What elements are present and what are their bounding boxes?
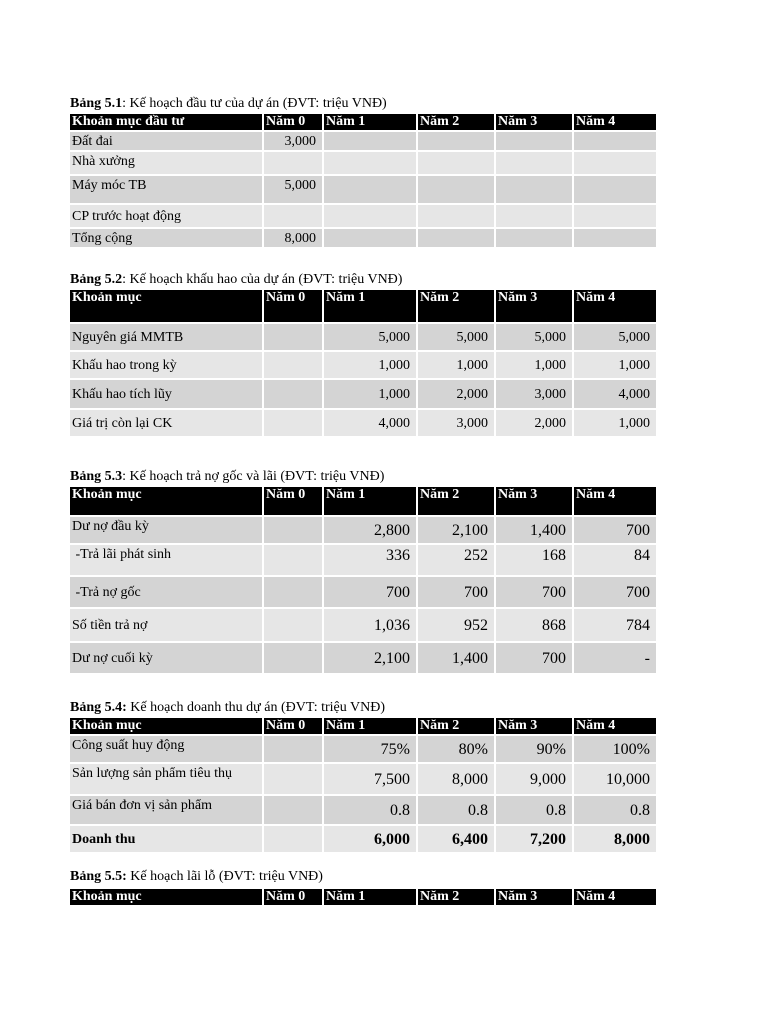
header-cell: Năm 3 bbox=[496, 114, 574, 132]
table-row bbox=[70, 545, 656, 577]
caption-number: Bảng 5.1 bbox=[70, 96, 123, 111]
table-cell: Khấu hao trong kỳ bbox=[70, 352, 264, 380]
header-cell: Năm 3 bbox=[496, 487, 574, 517]
header-cell: Năm 0 bbox=[264, 487, 324, 517]
caption-text: Kế hoạch lãi lỗ (ĐVT: triệu VNĐ) bbox=[126, 869, 323, 884]
table-cell: Dư nợ cuối kỳ bbox=[70, 643, 264, 675]
table-cell bbox=[496, 229, 574, 249]
table-row bbox=[70, 764, 656, 796]
table-cell bbox=[324, 176, 418, 205]
table-cell: - bbox=[574, 643, 656, 675]
caption-number: Bảng 5.3 bbox=[70, 469, 123, 484]
table-cell bbox=[264, 205, 324, 229]
table-header-row bbox=[70, 487, 656, 517]
table-row bbox=[70, 517, 656, 545]
table-cell: 10,000 bbox=[574, 764, 656, 796]
caption-number: Bảng 5.5: bbox=[70, 869, 127, 884]
table-cell: 75% bbox=[324, 736, 418, 764]
header-cell: Năm 2 bbox=[418, 889, 496, 907]
header-cell: Năm 3 bbox=[496, 290, 574, 324]
table-cell bbox=[324, 132, 418, 152]
header-cell: Năm 4 bbox=[574, 114, 656, 132]
table-cell: 1,400 bbox=[496, 517, 574, 545]
table-cell: 7,200 bbox=[496, 826, 574, 854]
header-cell: Năm 2 bbox=[418, 487, 496, 517]
table-cell: 868 bbox=[496, 609, 574, 643]
table-cell: Tổng cộng bbox=[70, 229, 264, 249]
table-cell bbox=[496, 205, 574, 229]
table-cell: 5,000 bbox=[324, 324, 418, 352]
table-cell bbox=[418, 229, 496, 249]
table-5-5 bbox=[70, 869, 656, 907]
table-cell bbox=[418, 205, 496, 229]
table-cell bbox=[264, 545, 324, 577]
table-caption bbox=[70, 96, 656, 112]
table-cell bbox=[496, 152, 574, 176]
table-cell: Số tiền trả nợ bbox=[70, 609, 264, 643]
header-cell: Khoản mục bbox=[70, 889, 264, 907]
table-cell: 8,000 bbox=[264, 229, 324, 249]
table-cell: 700 bbox=[574, 577, 656, 609]
table-cell bbox=[324, 152, 418, 176]
table-cell: 4,000 bbox=[574, 380, 656, 410]
table-cell: 1,400 bbox=[418, 643, 496, 675]
table-cell: 1,036 bbox=[324, 609, 418, 643]
caption-text: : Kế hoạch trả nợ gốc và lãi (ĐVT: triệu VNĐ) bbox=[122, 469, 385, 484]
table-cell bbox=[574, 229, 656, 249]
table-header-row bbox=[70, 718, 656, 736]
table-cell bbox=[574, 176, 656, 205]
table-cell: 1,000 bbox=[496, 352, 574, 380]
header-cell: Năm 3 bbox=[496, 889, 574, 907]
table-cell: 100% bbox=[574, 736, 656, 764]
header-cell: Khoản mục đầu tư bbox=[70, 114, 264, 132]
table-header-row bbox=[70, 889, 656, 907]
table-cell: 5,000 bbox=[264, 176, 324, 205]
table-cell: 2,000 bbox=[418, 380, 496, 410]
caption-text: : Kế hoạch khấu hao của dự án (ĐVT: triệu VNĐ) bbox=[122, 272, 403, 287]
table-cell bbox=[264, 736, 324, 764]
table-row bbox=[70, 736, 656, 764]
table-cell: 3,000 bbox=[418, 410, 496, 438]
table-cell: 952 bbox=[418, 609, 496, 643]
table-cell: 0.8 bbox=[496, 796, 574, 826]
table-cell: Dư nợ đầu kỳ bbox=[70, 517, 264, 545]
header-cell: Năm 4 bbox=[574, 487, 656, 517]
table-caption bbox=[70, 869, 656, 885]
table-cell bbox=[264, 577, 324, 609]
table-row bbox=[70, 352, 656, 380]
header-cell: Năm 1 bbox=[324, 718, 418, 736]
table-cell: 700 bbox=[496, 577, 574, 609]
table-cell: 168 bbox=[496, 545, 574, 577]
header-cell: Năm 1 bbox=[324, 889, 418, 907]
table-row bbox=[70, 176, 656, 205]
table-caption bbox=[70, 272, 656, 288]
header-cell: Năm 1 bbox=[324, 487, 418, 517]
table-cell: 8,000 bbox=[418, 764, 496, 796]
header-cell: Năm 4 bbox=[574, 718, 656, 736]
table-cell: Doanh thu bbox=[70, 826, 264, 854]
table-cell bbox=[264, 324, 324, 352]
table-cell: 5,000 bbox=[496, 324, 574, 352]
header-cell: Năm 1 bbox=[324, 114, 418, 132]
table-cell: 0.8 bbox=[574, 796, 656, 826]
table-cell: 6,000 bbox=[324, 826, 418, 854]
header-cell: Năm 0 bbox=[264, 889, 324, 907]
table-cell: 90% bbox=[496, 736, 574, 764]
table-row bbox=[70, 324, 656, 352]
table-cell: 5,000 bbox=[418, 324, 496, 352]
table-cell bbox=[264, 410, 324, 438]
table-row bbox=[70, 609, 656, 643]
table-cell bbox=[264, 796, 324, 826]
table-cell: Đất đai bbox=[70, 132, 264, 152]
table-cell: 80% bbox=[418, 736, 496, 764]
table-cell bbox=[264, 352, 324, 380]
table-caption bbox=[70, 700, 656, 716]
table-cell: 5,000 bbox=[574, 324, 656, 352]
table-cell bbox=[264, 152, 324, 176]
table-cell bbox=[496, 132, 574, 152]
table-cell: 3,000 bbox=[264, 132, 324, 152]
table-row bbox=[70, 132, 656, 152]
table-cell bbox=[264, 764, 324, 796]
table-row bbox=[70, 205, 656, 229]
table-cell bbox=[574, 152, 656, 176]
table-cell: 0.8 bbox=[418, 796, 496, 826]
header-cell: Khoản mục bbox=[70, 718, 264, 736]
table-row bbox=[70, 380, 656, 410]
table-caption bbox=[70, 469, 656, 485]
header-cell: Năm 2 bbox=[418, 114, 496, 132]
table-cell: 2,000 bbox=[496, 410, 574, 438]
table-cell: 2,100 bbox=[418, 517, 496, 545]
table-cell: 3,000 bbox=[496, 380, 574, 410]
table-header-row bbox=[70, 290, 656, 324]
table-cell: 784 bbox=[574, 609, 656, 643]
table-row bbox=[70, 229, 656, 249]
header-cell: Khoản mục bbox=[70, 290, 264, 324]
table-cell: Nguyên giá MMTB bbox=[70, 324, 264, 352]
table-row bbox=[70, 577, 656, 609]
caption-number: Bảng 5.4: bbox=[70, 700, 127, 715]
table-row bbox=[70, 410, 656, 438]
header-cell: Năm 4 bbox=[574, 889, 656, 907]
table-cell: -Trả nợ gốc bbox=[70, 577, 264, 609]
table-row bbox=[70, 826, 656, 854]
table-cell: 1,000 bbox=[324, 380, 418, 410]
caption-text: : Kế hoạch đầu tư của dự án (ĐVT: triệu VNĐ) bbox=[122, 96, 387, 111]
table-cell: 84 bbox=[574, 545, 656, 577]
table-5-1 bbox=[70, 96, 656, 249]
header-cell: Năm 3 bbox=[496, 718, 574, 736]
table-cell: 0.8 bbox=[324, 796, 418, 826]
table-cell: 7,500 bbox=[324, 764, 418, 796]
caption-text: Kế hoạch doanh thu dự án (ĐVT: triệu VNĐ) bbox=[126, 700, 385, 715]
table-5-4 bbox=[70, 700, 656, 854]
table-cell: 1,000 bbox=[574, 410, 656, 438]
table-cell: Công suất huy động bbox=[70, 736, 264, 764]
table-row bbox=[70, 796, 656, 826]
table-cell: Sản lượng sản phẩm tiêu thụ bbox=[70, 764, 264, 796]
table-cell bbox=[574, 205, 656, 229]
table-cell: 9,000 bbox=[496, 764, 574, 796]
table-cell: -Trả lãi phát sinh bbox=[70, 545, 264, 577]
table-cell: Khấu hao tích lũy bbox=[70, 380, 264, 410]
table-cell: 1,000 bbox=[418, 352, 496, 380]
table-cell bbox=[324, 205, 418, 229]
table-5-2 bbox=[70, 272, 656, 438]
header-cell: Năm 0 bbox=[264, 290, 324, 324]
table-cell: 8,000 bbox=[574, 826, 656, 854]
caption-number: Bảng 5.2 bbox=[70, 272, 123, 287]
table-cell bbox=[264, 609, 324, 643]
table-cell: 2,100 bbox=[324, 643, 418, 675]
table-cell: 4,000 bbox=[324, 410, 418, 438]
table-cell: 700 bbox=[496, 643, 574, 675]
table-cell bbox=[418, 132, 496, 152]
table-cell bbox=[264, 643, 324, 675]
table-row bbox=[70, 152, 656, 176]
table-cell: 252 bbox=[418, 545, 496, 577]
table-header-row bbox=[70, 114, 656, 132]
table-cell bbox=[264, 380, 324, 410]
table-cell: Giá trị còn lại CK bbox=[70, 410, 264, 438]
header-cell: Năm 2 bbox=[418, 718, 496, 736]
header-cell: Năm 0 bbox=[264, 718, 324, 736]
header-cell: Năm 1 bbox=[324, 290, 418, 324]
table-cell: Nhà xưởng bbox=[70, 152, 264, 176]
table-cell bbox=[574, 132, 656, 152]
table-cell: 1,000 bbox=[574, 352, 656, 380]
table-cell: CP trước hoạt động bbox=[70, 205, 264, 229]
table-cell: 1,000 bbox=[324, 352, 418, 380]
header-cell: Năm 2 bbox=[418, 290, 496, 324]
table-cell bbox=[418, 152, 496, 176]
header-cell: Năm 0 bbox=[264, 114, 324, 132]
table-cell bbox=[264, 826, 324, 854]
header-cell: Năm 4 bbox=[574, 290, 656, 324]
table-cell: Giá bán đơn vị sản phẩm bbox=[70, 796, 264, 826]
table-row bbox=[70, 643, 656, 675]
table-cell bbox=[324, 229, 418, 249]
header-cell: Khoản mục bbox=[70, 487, 264, 517]
table-cell: 700 bbox=[418, 577, 496, 609]
table-cell: 2,800 bbox=[324, 517, 418, 545]
table-5-3 bbox=[70, 469, 656, 675]
table-cell: 700 bbox=[324, 577, 418, 609]
table-cell bbox=[418, 176, 496, 205]
table-cell: 700 bbox=[574, 517, 656, 545]
table-cell: Máy móc TB bbox=[70, 176, 264, 205]
table-cell: 336 bbox=[324, 545, 418, 577]
table-cell bbox=[496, 176, 574, 205]
table-cell bbox=[264, 517, 324, 545]
table-cell: 6,400 bbox=[418, 826, 496, 854]
